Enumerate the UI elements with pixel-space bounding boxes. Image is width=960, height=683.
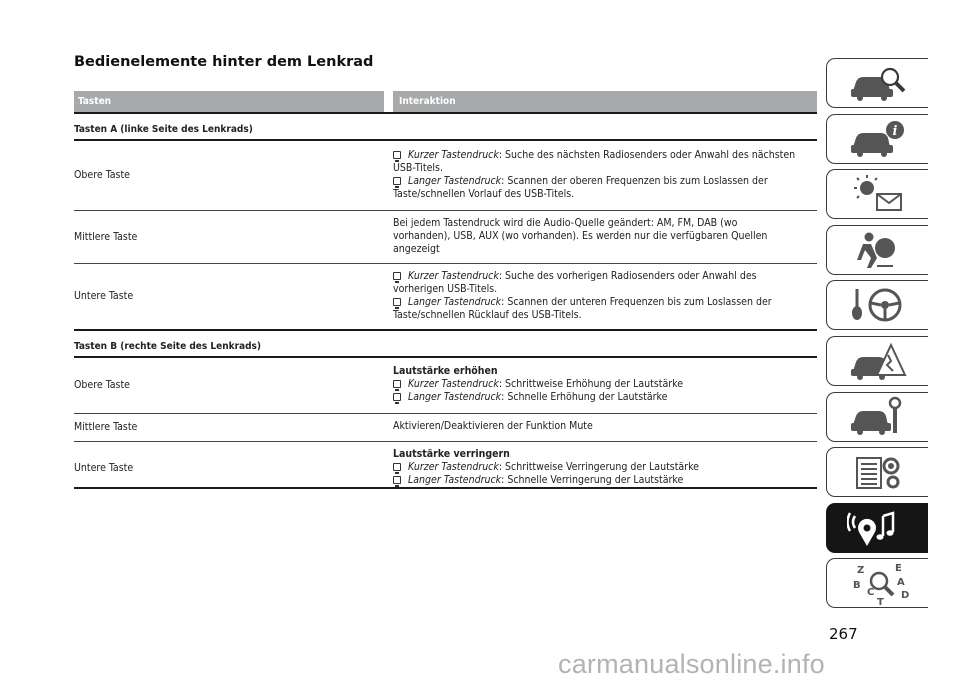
page-title: Bedienelemente hinter dem Lenkrad — [74, 54, 374, 70]
row-interaction: Bei jedem Tastendruck wird die Audio-Quelle geändert: AM, FM, DAB (wo vorhanden), USB, AUX (wo vorhanden). Es werden nur die verfügbaren Quellen angezeigt — [393, 216, 768, 255]
row-key: Mittlere Taste — [74, 421, 138, 433]
index-letter: T — [876, 597, 884, 606]
button-press-icon — [393, 393, 401, 401]
tab-airbag[interactable] — [826, 225, 928, 275]
button-press-icon — [393, 151, 401, 159]
row-key: Obere Taste — [74, 379, 130, 391]
index-letter: D — [900, 590, 909, 602]
button-press-icon — [393, 463, 401, 471]
header-tasten: Tasten — [74, 91, 384, 112]
multimedia-icon — [847, 506, 909, 550]
tab-index[interactable] — [826, 558, 928, 608]
row-key: Mittlere Taste — [74, 230, 138, 243]
airbag-icon — [847, 228, 909, 272]
index-letter: Z — [856, 565, 864, 577]
index-letter: C — [866, 587, 874, 599]
table-row — [74, 139, 817, 210]
table-row — [74, 210, 817, 263]
section-a-heading: Tasten A (linke Seite des Lenkrads) — [74, 112, 817, 139]
chapter-tabs — [826, 58, 928, 614]
car-search-icon — [847, 61, 909, 105]
tab-car-search[interactable] — [826, 58, 928, 108]
index-search-icon — [847, 561, 909, 605]
row-key: Untere Taste — [74, 290, 134, 302]
header-interaktion: Interaktion — [393, 91, 817, 112]
row-key: Obere Taste — [74, 169, 130, 181]
tab-multimedia[interactable] — [826, 503, 928, 553]
button-press-icon — [393, 177, 401, 185]
row-interaction: Kurzer Tastendruck: Suche des vorherigen Radiosenders oder Anwahl des vorherigen USB-Titels. Langer Tastendruck: Scannen der unteren Frequenzen bis zum Loslassen der Taste/schnellen Rücklauf des USB-Titels. — [393, 269, 772, 321]
tab-car-info[interactable] — [826, 114, 928, 164]
tab-specifications[interactable] — [826, 447, 928, 497]
steering-wheel-icon — [847, 283, 909, 327]
table-header — [74, 91, 817, 112]
button-press-icon — [393, 380, 401, 388]
table-row — [74, 356, 817, 413]
table-bottom-rule — [74, 487, 817, 489]
row-key: Untere Taste — [74, 461, 134, 474]
row-interaction: Kurzer Tastendruck: Suche des nächsten Radiosenders oder Anwahl des nächsten USB-Titels. Langer Tastendruck: Scannen der oberen Frequenzen bis zum Loslassen der Taste/schnellen Vorlauf des USB-Titels. — [393, 148, 796, 200]
row-interaction: Lautstärke verringern Kurzer Tastendruck: Schrittweise Verringerung der Lautstärke Langer Tastendruck: Schnelle Verringerung der Lautstärke — [393, 447, 699, 486]
specifications-icon — [847, 450, 909, 494]
tab-maintenance[interactable] — [826, 392, 928, 442]
index-letter: A — [896, 577, 905, 589]
button-press-icon — [393, 298, 401, 306]
controls-table — [74, 91, 817, 494]
tab-warning-lights[interactable] — [826, 169, 928, 219]
section-b-heading: Tasten B (rechte Seite des Lenkrads) — [74, 329, 817, 356]
tab-emergency[interactable] — [826, 336, 928, 386]
button-press-icon — [393, 272, 401, 280]
car-info-icon — [847, 117, 909, 161]
table-row — [74, 413, 817, 441]
svg-text:i: i — [892, 123, 897, 139]
button-press-icon — [393, 476, 401, 484]
page-number: 267 — [829, 625, 858, 643]
row-interaction: Aktivieren/Deaktivieren der Funktion Mute — [393, 420, 593, 432]
warning-light-message-icon — [847, 172, 909, 216]
row-interaction: Lautstärke erhöhen Kurzer Tastendruck: Schrittweise Erhöhung der Lautstärke Langer Tastendruck: Schnelle Erhöhung der Lautstärke — [393, 365, 684, 403]
index-letter: B — [852, 580, 861, 592]
tab-steering[interactable] — [826, 280, 928, 330]
watermark: carmanualsonline.info — [558, 649, 825, 679]
car-emergency-icon — [847, 339, 909, 383]
car-maintenance-icon — [847, 395, 909, 439]
table-row — [74, 263, 817, 329]
index-letter: E — [894, 563, 902, 575]
